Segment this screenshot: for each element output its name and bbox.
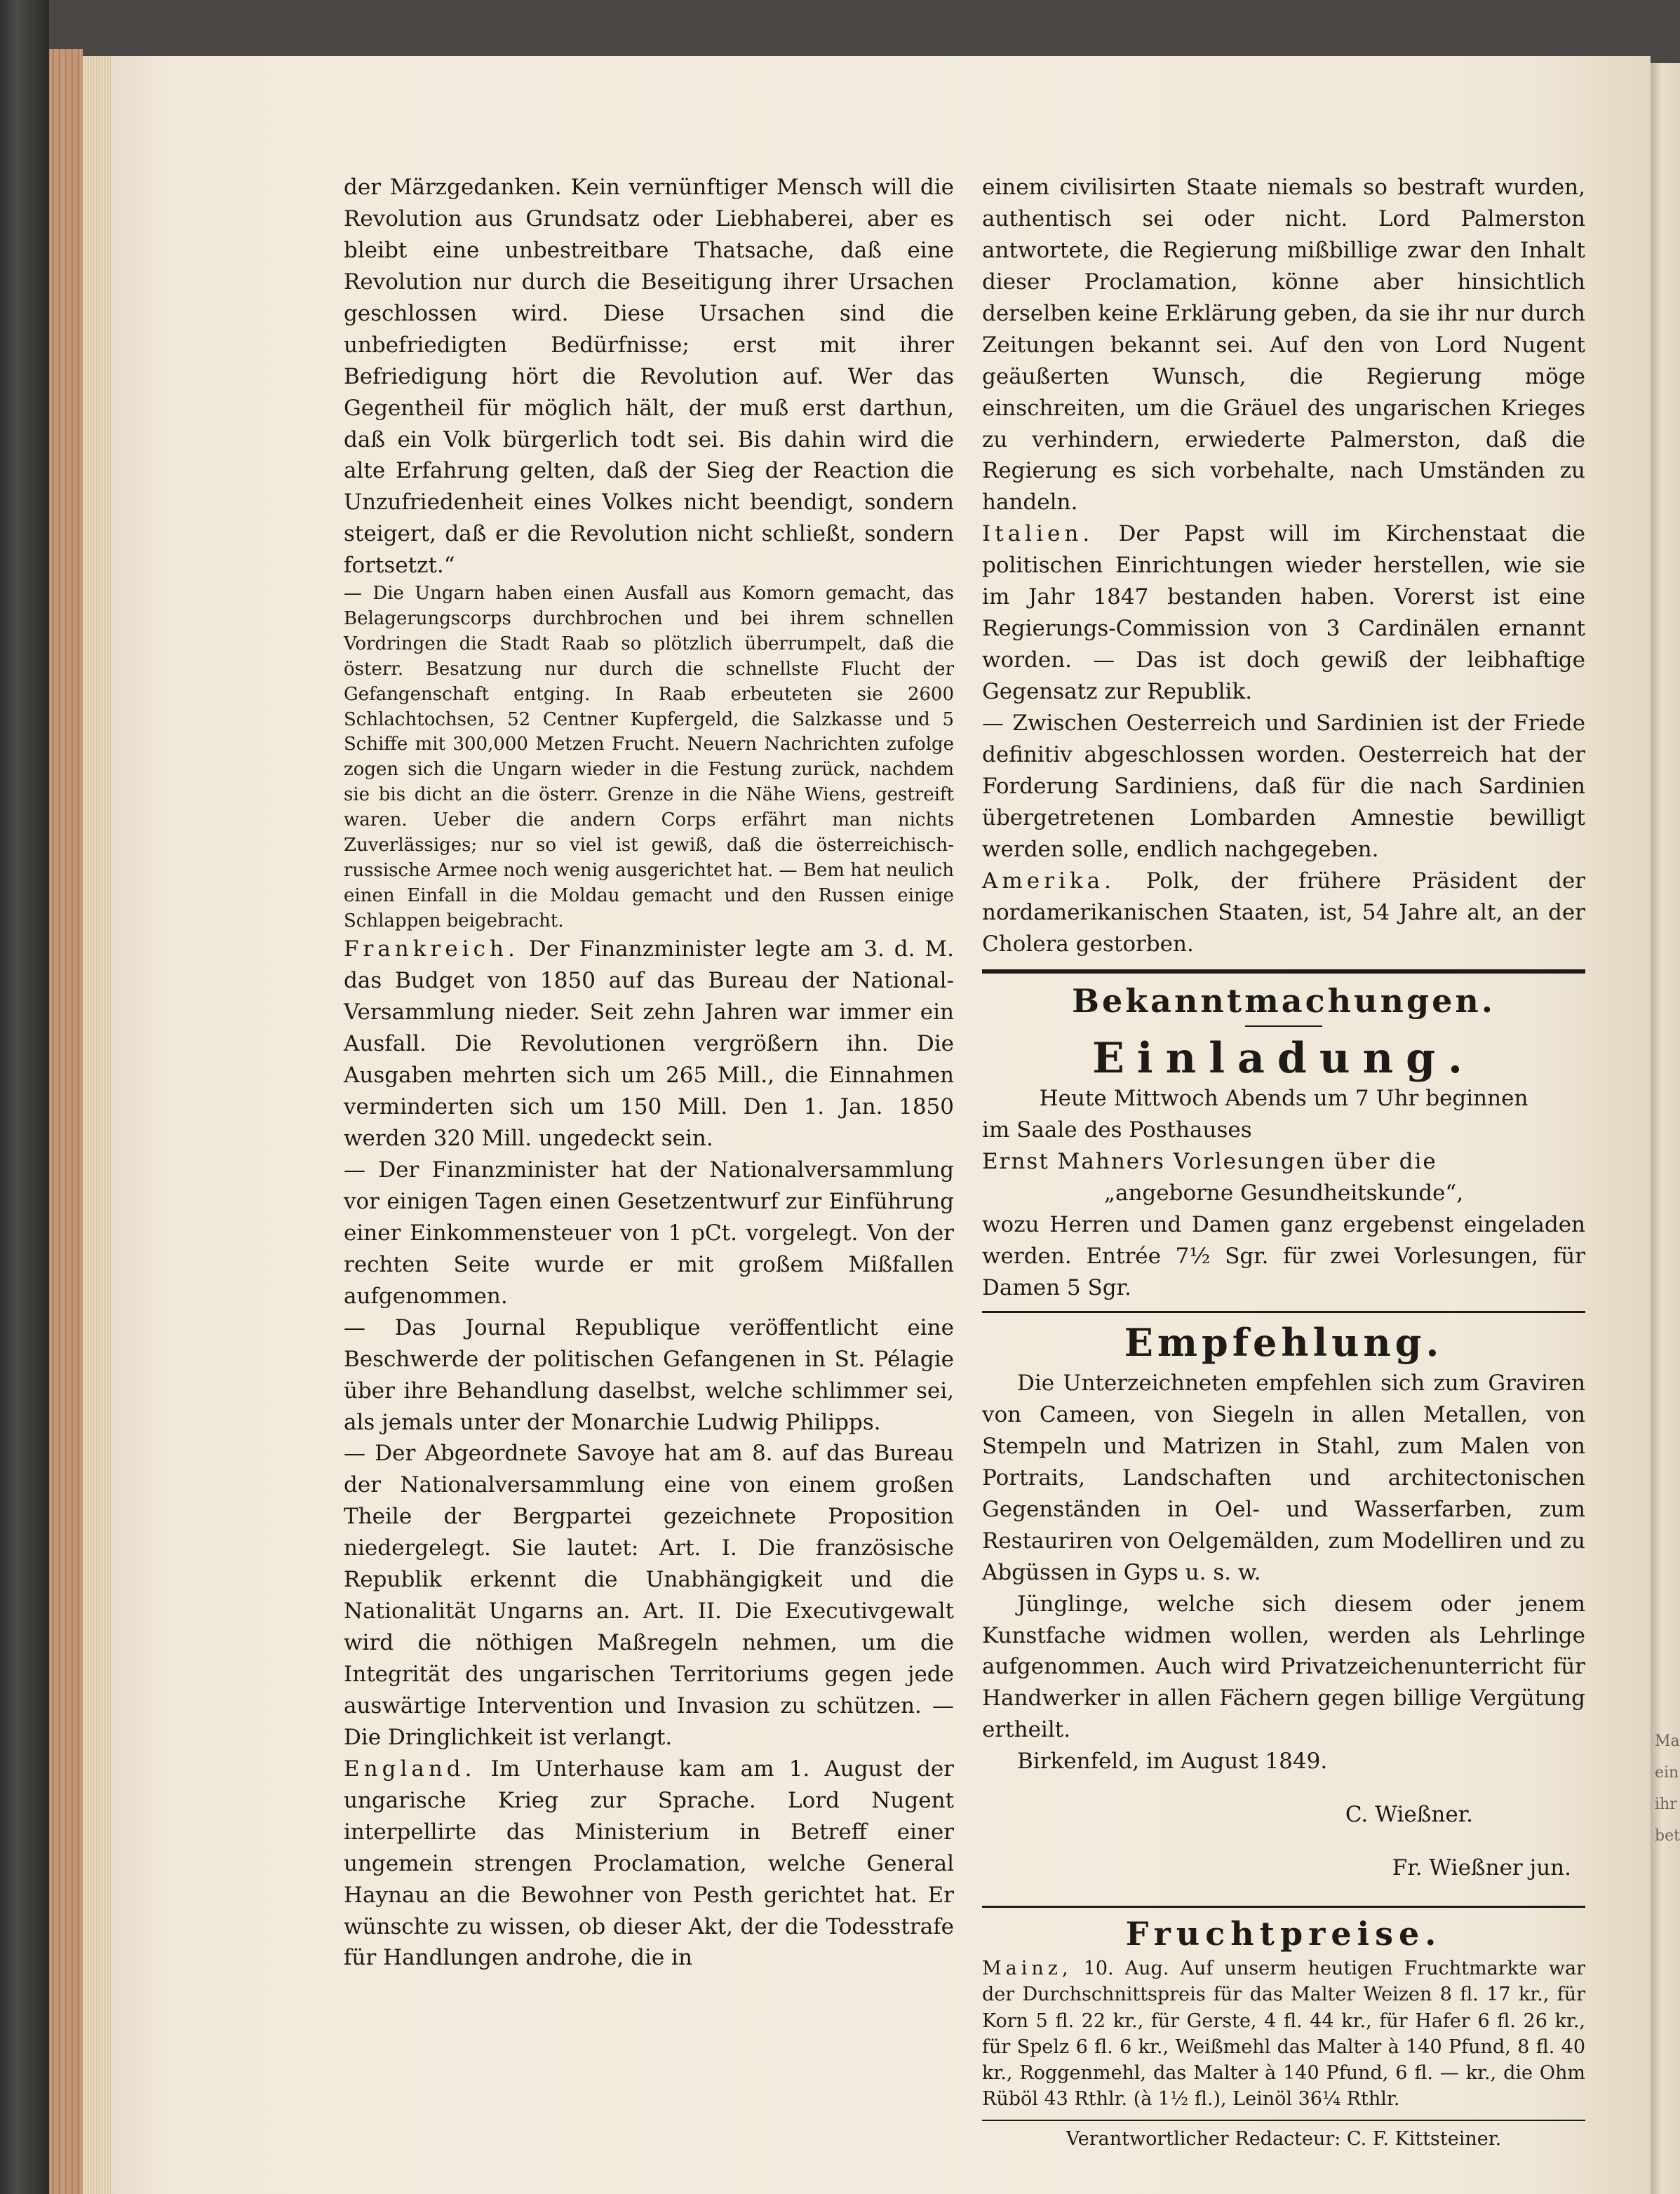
divider-rule bbox=[982, 2120, 1585, 2121]
fruchtpreise-paragraph bbox=[982, 1956, 1585, 2113]
divider-rule bbox=[982, 1906, 1585, 1908]
edge-mark: ihr bbox=[1655, 1796, 1677, 1813]
frankreich-text: Der Finanzminister legte am 3. d. M. das Budget von 1850 auf das Bureau der National-Versammlung nieder. Seit zehn Jahren war immer ein Ausfall. Die Revolutionen vergrößern ihn. Die Ausgaben mehrten sich um 265 Mill., die Einnahmen verminderten sich um 150 Mill. Den 1. Jan. 1850 werden 320 Mill. ungedeckt sein. bbox=[344, 936, 954, 1152]
paragraph-england bbox=[344, 1754, 954, 1974]
divider-rule bbox=[982, 1311, 1585, 1313]
paragraph-frankreich bbox=[344, 934, 954, 1155]
edge-mark: ein bbox=[1655, 1764, 1679, 1782]
paragraph-amerika bbox=[982, 866, 1585, 960]
section-head-england: England. bbox=[344, 1756, 476, 1782]
einladung-line-3: Ernst Mahners Vorlesungen über die bbox=[982, 1149, 1437, 1175]
divider-rule bbox=[982, 969, 1585, 974]
section-head-frankreich: Frankreich. bbox=[344, 936, 519, 962]
paragraph-savoye: — Der Abgeordnete Savoye hat am 8. auf das Bureau der Nationalversammlung eine von einem großen Theile der Bergpartei gezeichnete Proposition niedergelegt. Sie lautet: Art. I. Die französische Republik erkennt die Unabhängigkeit und die Nationalität Ungarns an. Art. II. Die Executivgewalt wird die nöthigen Maßregeln nehmen, um die Integrität des ungarischen Territoriums gegen jede auswärtige Intervention und Invasion zu schützen. — Die Dringlichkeit ist verlangt. bbox=[344, 1441, 954, 1750]
cover-edge bbox=[49, 49, 83, 2194]
einladung-line-5: wozu Herren und Damen ganz ergebenst eingeladen werden. Entrée 7½ Sgr. für zwei Vorlesungen, für Damen 5 Sgr. bbox=[982, 1212, 1585, 1301]
england-text: Im Unterhause kam am 1. August der ungarische Krieg zur Sprache. Lord Nugent interpellirte das Ministerium in Betreff einer ungemein strengen Proclamation, welche General Haynau an die Bewohner von Pesth gerichtet hat. Er wünschte zu wissen, ob dieser Akt, der die Todesstrafe für Handlungen androhe, die in bbox=[344, 1756, 954, 1971]
editor-footer: Verantwortlicher Redacteur: C. F. Kittsteiner. bbox=[1066, 2127, 1502, 2150]
signature-c-wiessner: C. Wießner. bbox=[1345, 1802, 1473, 1828]
section-head-amerika: Amerika. bbox=[982, 868, 1115, 894]
edge-mark: Ma bbox=[1655, 1732, 1680, 1750]
einladung-heading: Einladung. bbox=[1092, 1034, 1475, 1084]
fruchtpreise-place: Mainz, bbox=[982, 1958, 1073, 1980]
section-head-italien: Italien. bbox=[982, 521, 1094, 547]
fruchtpreise-heading: Fruchtpreise. bbox=[1125, 1915, 1442, 1953]
paragraph-palmerston: einem civilisirten Staate niemals so bestraft wurden, authentisch sei oder nicht. Lord Palmerston antwortete, die Regierung mißbillige zwar den Inhalt dieser Proclamation, könne aber hinsichtlich derselben keine Erklärung geben, da sie ihr nur durch Zeitungen bekannt sei. Auf den von Lord Nugent geäußerten Wunsch, die Regierung möge einschreiten, um die Gräuel des ungarischen Krieges zu verhindern, erwiederte Palmerston, daß die Regierung es sich vorbehalte, nach Umständen zu handeln. bbox=[982, 175, 1585, 516]
empfehlung-paragraph-1: Die Unterzeichneten empfehlen sich zum Graviren von Cameen, von Siegeln in allen Metallen, von Stempeln und Matrizen in Stahl, zum Malen von Portraits, Landschaften und architectonischen Gegenständen in Oel- und Wasserfarben, zum Restauriren von Oelgemälden, zum Modelliren und zu Abgüssen in Gyps u. s. w. bbox=[982, 1371, 1585, 1585]
paragraph-sardinien: — Zwischen Oesterreich und Sardinien ist der Friede definitiv abgeschlossen worden. Oesterreich hat der Forderung Sardiniens, daß für die nach Sardinien übergetretenen Lombarden Amnestie bewilligt werden solle, endlich nachgegeben. bbox=[982, 710, 1585, 862]
short-divider bbox=[1245, 1025, 1322, 1027]
paragraph-ungarn: — Die Ungarn haben einen Ausfall aus Komorn gemacht, das Belagerungscorps durchbrochen und bei ihrem schnellen Vordringen die Stadt Raab so plötzlich überrumpelt, daß die österr. Besatzung nur durch die schnellste Flucht der Gefangenschaft entging. In Raab erbeuteten sie 2600 Schlachtochsen, 52 Centner Kupfergeld, die Salzkasse und 5 Schiffe mit 300,000 Metzen Frucht. Neuern Nachrichten zufolge zogen sich die Ungarn wieder in die Festung zurück, nachdem sie bis dicht an die österr. Grenze in die Nähe Wiens, gestreift waren. Ueber die andern Corps erfährt man nichts Zuverlässiges; nur so viel ist gewiß, daß die österreichisch-russische Armee noch wenig ausgerichtet hat. — Bem hat neulich einen Einfall in die Moldau gemacht und den Russen einige Schlappen beigebracht. bbox=[344, 583, 954, 931]
signature-fr-wiessner: Fr. Wießner jun. bbox=[1392, 1855, 1571, 1881]
fruchtpreise-text: 10. Aug. Auf unserm heutigen Fruchtmarkte war der Durchschnittspreis für das Malter Weizen 8 fl. 17 kr., für Korn 5 fl. 22 kr., für Gerste, 4 fl. 44 kr., für Hafer 6 fl. 26 kr., für Spelz 6 fl. 6 kr., Weißmehl das Malter à 140 Pfund, 8 fl. 40 kr., Roggenmehl, das Malter à 140 Pfund, 6 fl. — kr., die Ohm Rüböl 43 Rthlr. (à 1½ fl.), Leinöl 36¼ Rthlr. bbox=[982, 1958, 1585, 2111]
edge-mark: bet bbox=[1655, 1827, 1680, 1845]
empfehlung-place-date: Birkenfeld, im August 1849. bbox=[1017, 1749, 1328, 1775]
paragraph-journal: — Das Journal Republique veröffentlicht eine Beschwerde der politischen Gefangenen in St. Pélagie über ihre Behandlung daselbst, welche schlimmer sei, als jemals unter der Monarchie Ludwig Philipps. bbox=[344, 1314, 954, 1435]
italien-text: Der Papst will im Kirchenstaat die politischen Einrichtungen wieder herstellen, wie sie im Jahr 1847 bestanden haben. Vorerst ist eine Regierungs-Commission von 3 Cardinälen ernannt worden. — Das ist doch gewiß der leibhaftige Gegensatz zur Republik. bbox=[982, 521, 1585, 704]
bekanntmachungen-heading: Bekanntmachungen. bbox=[1072, 982, 1496, 1021]
paragraph-italien bbox=[982, 518, 1585, 708]
page-stack bbox=[83, 56, 111, 2194]
book-spine bbox=[0, 0, 49, 2194]
empfehlung-heading: Empfehlung. bbox=[1124, 1320, 1444, 1365]
adjacent-page-edge bbox=[1651, 63, 1680, 2194]
einladung-line-2: im Saale des Posthauses bbox=[982, 1117, 1252, 1143]
right-column bbox=[982, 172, 1585, 2169]
paragraph-einkommensteuer: — Der Finanzminister hat der Nationalversammlung vor einigen Tagen einen Gesetzentwurf zur Einführung einer Einkommensteuer von 1 pCt. vorgelegt. Von der rechten Seite wurde er mit großem Mißfallen aufgenommen. bbox=[344, 1157, 954, 1309]
paragraph-maerzgedanken: der Märzgedanken. Kein vernünftiger Mensch will die Revolution aus Grundsatz oder Liebhaberei, aber es bleibt eine unbestreitbare Thatsache, daß eine Revolution nur durch die Beseitigung ihrer Ursachen geschlossen wird. Diese Ursachen sind die unbefriedigten Bedürfnisse; erst mit ihrer Befriedigung hört die Revolution auf. Wer das Gegentheil für möglich hält, der muß erst darthun, daß ein Volk bürgerlich todt sei. Bis dahin wird die alte Erfahrung gelten, daß der Sieg der Reaction die Unzufriedenheit eines Volkes nicht beendigt, sondern steigert, daß er die Revolution nicht schließt, sondern fortsetzt.“ bbox=[344, 175, 954, 579]
einladung-line-4: „angeborne Gesundheitskunde“, bbox=[1103, 1180, 1464, 1206]
left-column bbox=[344, 172, 954, 1974]
empfehlung-paragraph-2: Jünglinge, welche sich diesem oder jenem Kunstfache widmen wollen, werden als Lehrlinge aufgenommen. Auch wird Privatzeichenunterricht für Handwerker in allen Fächern gegen billige Vergütung ertheilt. bbox=[982, 1591, 1585, 1743]
amerika-text: Polk, der frühere Präsident der nordamerikanischen Staaten, ist, 54 Jahre alt, an der Cholera gestorben. bbox=[982, 868, 1585, 957]
einladung-line-1: Heute Mittwoch Abends um 7 Uhr beginnen bbox=[1039, 1086, 1528, 1112]
